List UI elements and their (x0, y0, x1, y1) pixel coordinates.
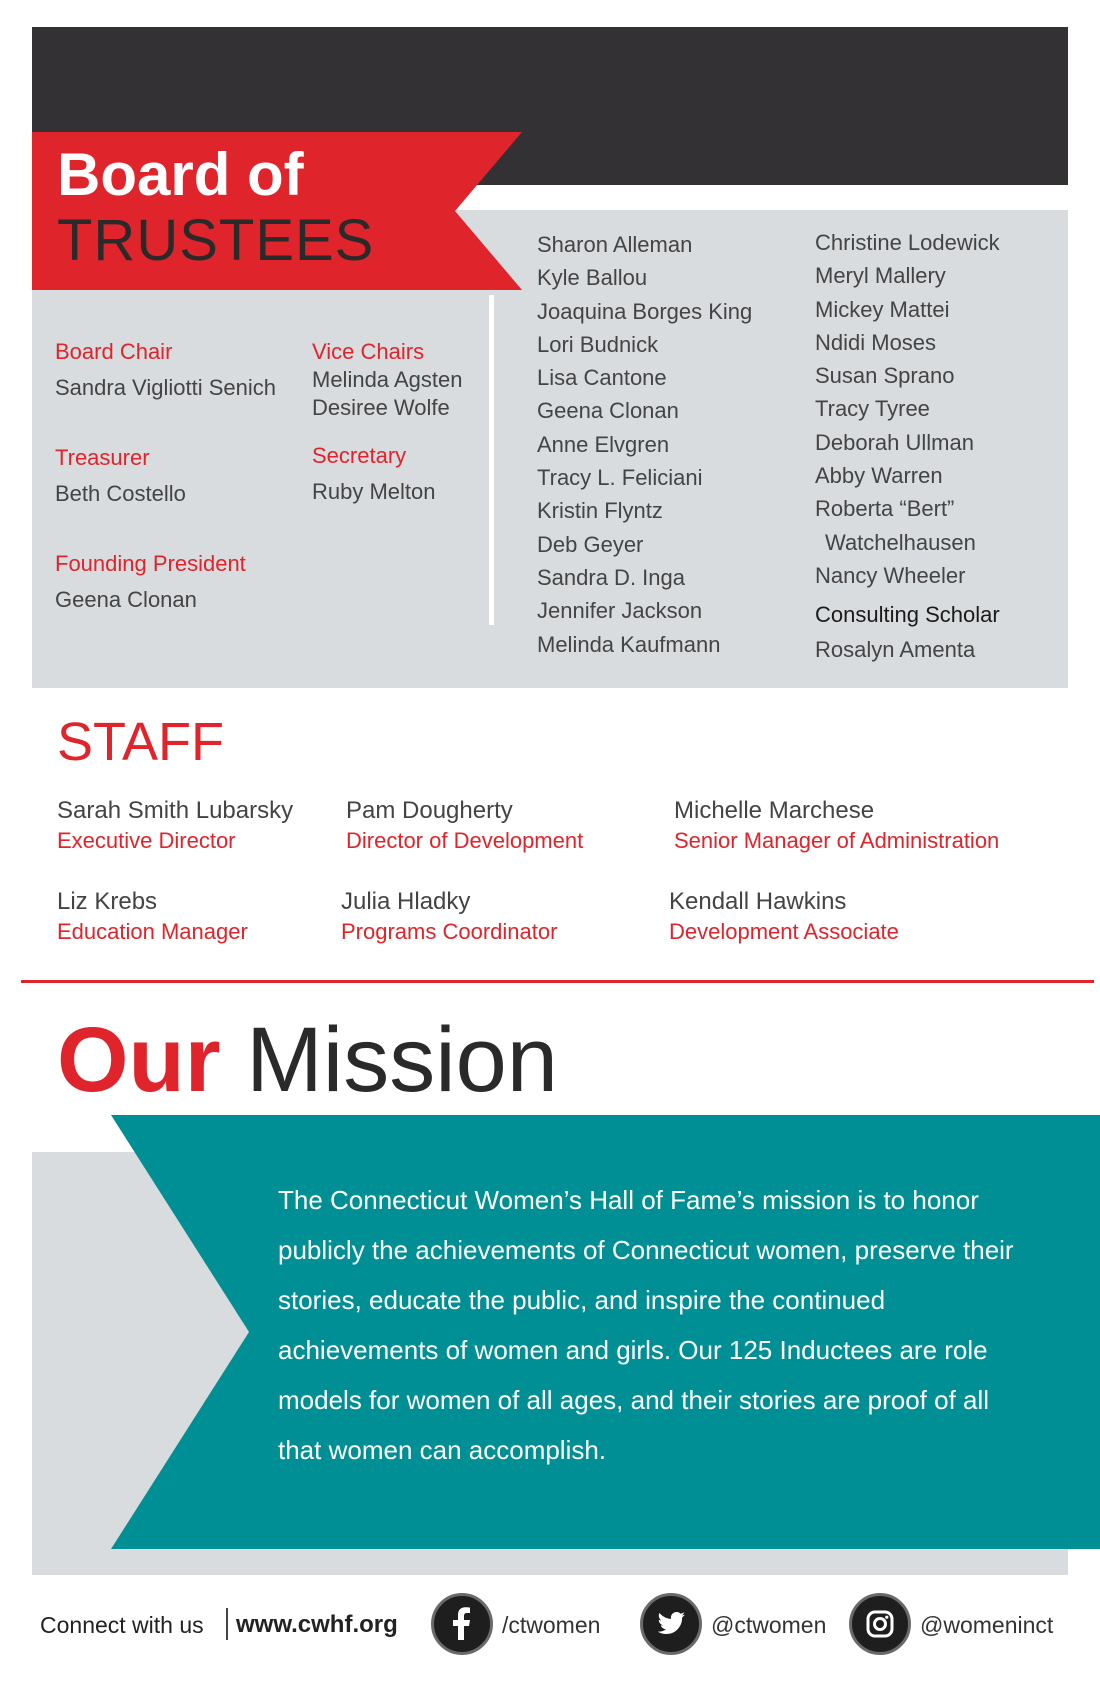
facebook-glyph (434, 1596, 490, 1652)
trustee-name: Sandra D. Inga (537, 564, 685, 590)
trustee-name: Abby Warren (815, 463, 943, 489)
trustee-name: Roberta “Bert” (815, 496, 955, 522)
staff-role: Senior Manager of Administration (674, 828, 1000, 853)
trustee-name: Kristin Flyntz (537, 498, 663, 524)
staff-role: Education Manager (57, 919, 248, 944)
trustee-name: Melinda Kaufmann (537, 631, 721, 657)
staff-member (57, 887, 248, 947)
role-name: Melinda Agsten (312, 367, 463, 392)
role-name: Ruby Melton (312, 479, 436, 504)
staff-name: Liz Krebs (57, 888, 158, 915)
staff-member (346, 796, 583, 856)
role-secretary (312, 442, 436, 506)
trustee-name: Geena Clonan (537, 398, 679, 424)
trustee-name: Joaquina Borges King (537, 298, 753, 324)
consulting-scholar-label: Consulting Scholar (815, 602, 1000, 627)
role-name: Sandra Vigliotti Senich (55, 375, 276, 400)
role-founding-president (55, 550, 246, 614)
role-label: Secretary (312, 443, 407, 468)
board-title: Board of (57, 141, 304, 208)
mission-title-light: Mission (246, 1009, 558, 1111)
trustee-name: Nancy Wheeler (815, 562, 966, 588)
connect-label: Connect with us (40, 1612, 204, 1638)
staff-name: Julia Hladky (341, 888, 471, 915)
trustee-name: Deborah Ullman (815, 429, 974, 455)
staff-role: Programs Coordinator (341, 919, 558, 944)
section-divider (21, 980, 1094, 983)
role-board-chair (55, 338, 276, 402)
role-name: Desiree Wolfe (312, 395, 450, 420)
mission-title (57, 1005, 558, 1115)
staff-role: Director of Development (346, 828, 584, 853)
role-label: Vice Chairs (312, 339, 425, 364)
trustee-name: Watchelhausen (825, 529, 976, 555)
role-treasurer (55, 444, 186, 508)
board-subtitle: TRUSTEES (57, 208, 375, 273)
trustee-name: Tracy Tyree (815, 396, 930, 422)
website-link[interactable]: www.cwhf.org (236, 1611, 398, 1638)
trustees-column-2 (815, 226, 1000, 592)
staff-name: Michelle Marchese (674, 797, 875, 824)
instagram-handle[interactable]: @womeninct (920, 1612, 1054, 1638)
trustee-name: Sharon Alleman (537, 232, 693, 257)
staff-member (57, 796, 293, 856)
role-label: Board Chair (55, 339, 173, 364)
twitter-icon[interactable] (640, 1593, 702, 1655)
staff-role: Executive Director (57, 828, 236, 853)
role-name: Beth Costello (55, 481, 186, 506)
staff-name: Sarah Smith Lubarsky (57, 797, 294, 824)
twitter-handle[interactable]: @ctwomen (711, 1612, 827, 1638)
trustee-name: Kyle Ballou (537, 265, 648, 291)
trustee-name: Tracy L. Feliciani (537, 465, 703, 491)
instagram-glyph (852, 1596, 908, 1652)
instagram-icon[interactable] (849, 1593, 911, 1655)
consulting-scholar-name: Rosalyn Amenta (815, 637, 976, 662)
staff-name: Kendall Hawkins (669, 888, 847, 915)
trustee-name: Anne Elvgren (537, 431, 670, 457)
role-vice-chairs (312, 338, 462, 422)
footer (40, 1590, 1100, 1660)
staff-name: Pam Dougherty (346, 797, 513, 824)
trustee-name: Deb Geyer (537, 531, 644, 557)
role-name: Geena Clonan (55, 587, 197, 612)
trustee-name: Mickey Mattei (815, 296, 950, 322)
staff-member (674, 796, 999, 856)
trustee-name: Meryl Mallery (815, 263, 946, 289)
trustees-column-1 (537, 228, 752, 661)
trustee-name: Ndidi Moses (815, 329, 937, 355)
trustee-name: Susan Sprano (815, 363, 955, 389)
trustee-name: Lori Budnick (537, 331, 659, 357)
role-label: Treasurer (55, 445, 150, 470)
staff-member (341, 887, 557, 947)
staff-member (669, 887, 899, 947)
trustee-name: Jennifer Jackson (537, 598, 703, 624)
twitter-glyph (643, 1596, 699, 1652)
mission-title-bold: Our (57, 1009, 221, 1111)
facebook-icon[interactable] (431, 1593, 493, 1655)
board-divider (489, 295, 494, 625)
staff-role: Development Associate (669, 919, 899, 944)
facebook-handle[interactable]: /ctwomen (502, 1612, 601, 1638)
footer-separator (226, 1608, 228, 1640)
mission-statement: The Connecticut Women’s Hall of Fame’s mission is to honor publicly the achievements of Connecticut women, preserve their stories, educate the public, and inspire the continued achievements of women and girls. Our 125 Inductees are role models for women of all ages, and their stories are proof of all that women can accomplish. (278, 1185, 1014, 1465)
trustee-name: Lisa Cantone (537, 365, 667, 391)
role-label: Founding President (55, 551, 246, 576)
staff-title: STAFF (57, 712, 224, 772)
trustee-name: Christine Lodewick (815, 230, 1000, 255)
